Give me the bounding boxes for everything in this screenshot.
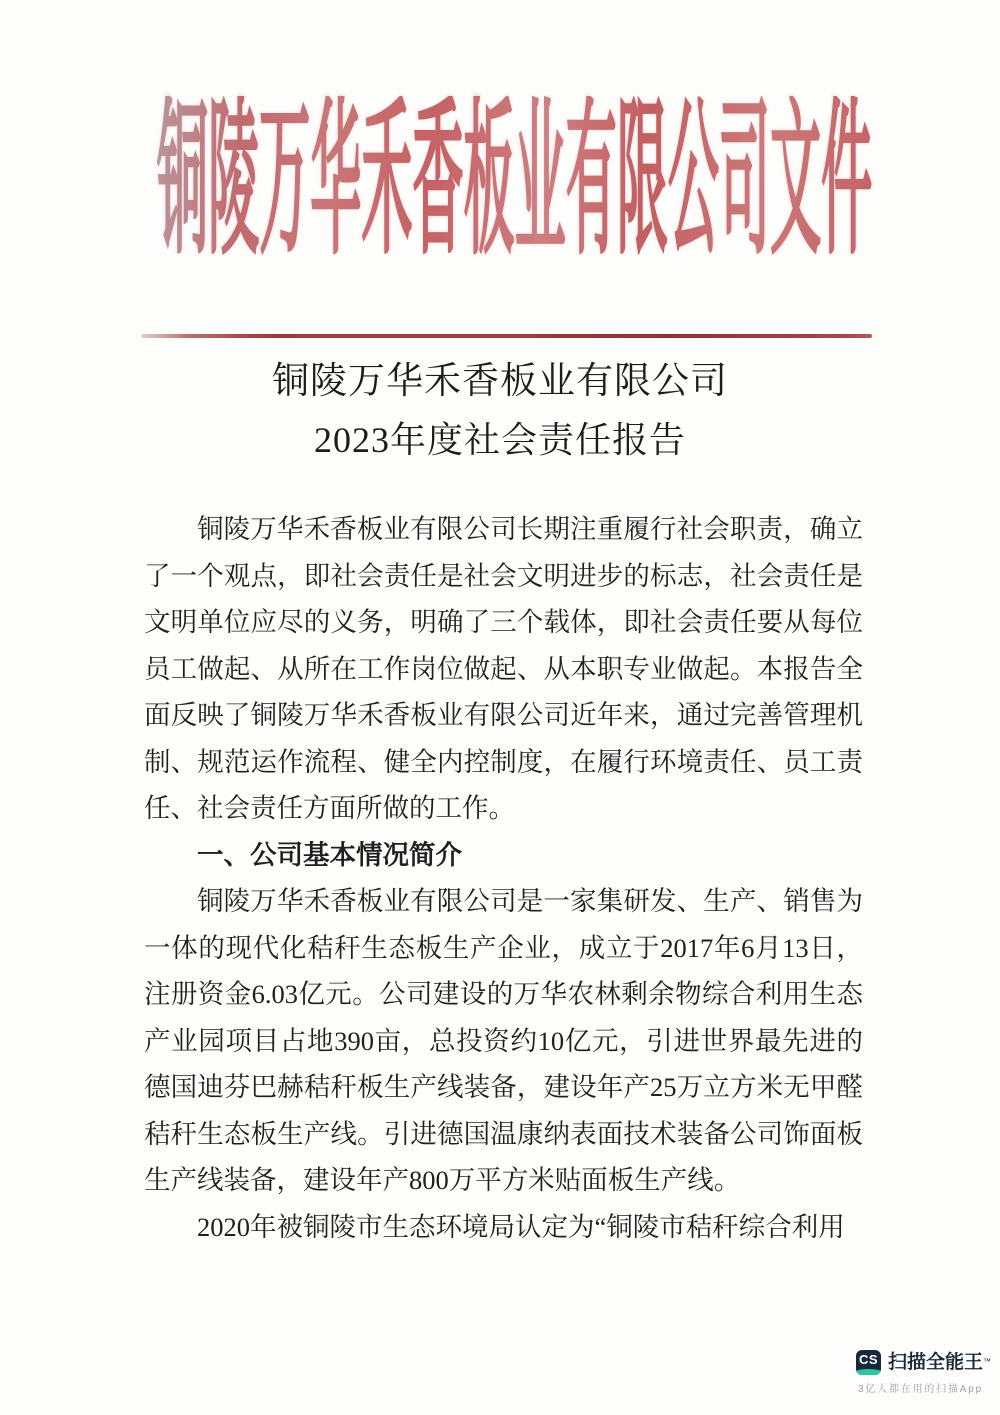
camscanner-logo-initials: CS bbox=[858, 1352, 879, 1367]
camscanner-watermark bbox=[856, 1350, 991, 1395]
camscanner-app-name-text: 扫描全能王 bbox=[888, 1352, 984, 1373]
section-heading-company-profile: 一、公司基本情况简介 bbox=[197, 839, 462, 870]
camscanner-logo-icon bbox=[856, 1350, 881, 1375]
camscanner-logo-row bbox=[856, 1350, 991, 1375]
paragraph-company-profile: 铜陵万华禾香板业有限公司是一家集研发、生产、销售为一体的现代化秸秆生态板生产企业，成立于2017年6月13日，注册资金6.03亿元。公司建设的万华农林剩余物综合利用生态产业园项目占地390亩，总投资约10亿元，引进世界最先进的德国迪芬巴赫秸秆板生产线装备，建设年产25万立方米无甲醛秸秆生态板生产线。引进德国温康纳表面技术装备公司饰面板生产线装备，建设年产800万平方米贴面板生产线。 bbox=[144, 886, 863, 1195]
document-body bbox=[144, 506, 863, 1250]
company-letterhead bbox=[157, 86, 875, 276]
camscanner-logo-teal-arc bbox=[856, 1369, 881, 1375]
paragraph-recognition: 2020年被铜陵市生态环境局认定为“铜陵市秸秆综合利用 bbox=[197, 1211, 845, 1242]
trademark-symbol: ™ bbox=[983, 1357, 992, 1366]
camscanner-app-name bbox=[888, 1350, 991, 1375]
title-report-name: 2023年度社会责任报告 bbox=[313, 420, 686, 460]
paragraph-intro: 铜陵万华禾香板业有限公司长期注重履行社会职责，确立了一个观点，即社会责任是社会文明进步的标志，社会责任是文明单位应尽的义务，明确了三个载体，即社会责任要从每位员工做起、从所在工作岗位做起、从本职专业做起。本报告全面反映了铜陵万华禾香板业有限公司近年来，通过完善管理机制、规范运作流程、健全内控制度，在履行环境责任、员工责任、社会责任方面所做的工作。 bbox=[144, 514, 863, 823]
red-divider-rule bbox=[141, 334, 872, 338]
document-title bbox=[0, 360, 1000, 462]
title-company-name: 铜陵万华禾香板业有限公司 bbox=[272, 361, 728, 402]
camscanner-tagline: 3亿人都在用的扫描App bbox=[858, 1384, 983, 1395]
letterhead-text: 铜陵万华禾香板业有限公司文件 bbox=[157, 86, 873, 276]
